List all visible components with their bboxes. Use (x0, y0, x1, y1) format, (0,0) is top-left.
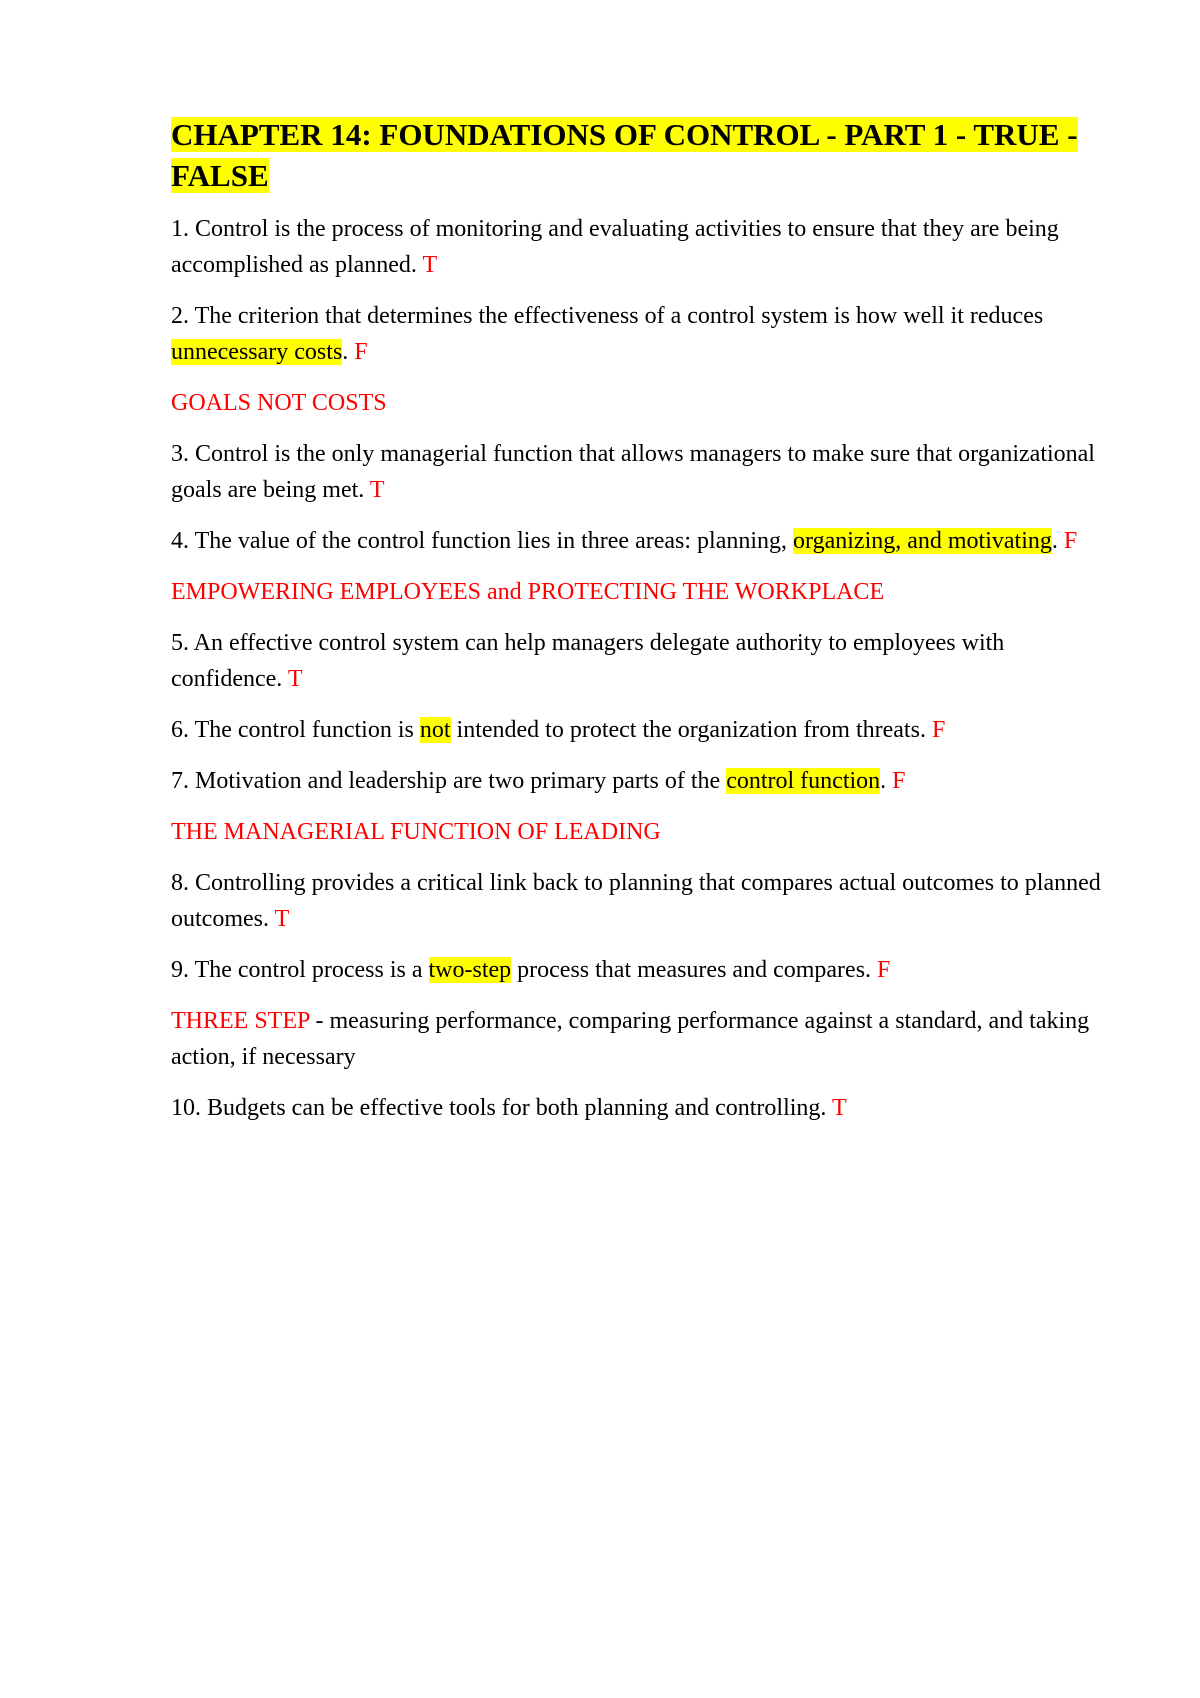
question-text: 7. Motivation and leadership are two primary parts of the (171, 768, 727, 794)
title-highlight: CHAPTER 14: FOUNDATIONS OF CONTROL - PART 1 - TRUE - FALSE (171, 117, 1078, 193)
question-text: 4. The value of the control function lies in three areas: planning, (171, 528, 794, 554)
question-2 (171, 298, 1101, 370)
question-4 (171, 523, 1101, 559)
answer-label: T (831, 1095, 847, 1121)
question-1 (171, 211, 1101, 283)
highlighted-term: organizing, and motivating (793, 528, 1052, 554)
correction-2: GOALS NOT COSTS (171, 390, 387, 416)
question-text-end: . (1051, 528, 1058, 554)
question-text: 1. Control is the process of monitoring and evaluating activities to ensure that they are being accomplished as planned. (171, 216, 1059, 278)
question-9 (171, 952, 1101, 988)
answer-label: F (931, 717, 946, 743)
answer-label: T (422, 252, 438, 278)
question-7 (171, 763, 1101, 799)
correction-7: THE MANAGERIAL FUNCTION OF LEADING (171, 819, 661, 845)
question-text-end: process that measures and compares. (511, 957, 872, 983)
document-page (171, 114, 1101, 1141)
question-text: 10. Budgets can be effective tools for both planning and controlling. (171, 1095, 827, 1121)
correction-4: EMPOWERING EMPLOYEES and PROTECTING THE WORKPLACE (171, 579, 885, 605)
question-text-end: intended to protect the organization from threats. (450, 717, 926, 743)
highlighted-term: unnecessary costs (171, 339, 343, 365)
answer-label: T (274, 906, 290, 932)
answer-label: F (354, 339, 368, 365)
page-title (171, 114, 1101, 196)
question-10 (171, 1090, 1101, 1126)
question-text: 5. An effective control system can help managers delegate authority to employees with confidence. (171, 630, 1005, 692)
question-text: 9. The control process is a (171, 957, 429, 983)
answer-label: F (892, 768, 906, 794)
highlighted-term: two-step (428, 957, 512, 983)
question-6 (171, 712, 1101, 748)
answer-label: F (877, 957, 891, 983)
correction-heading: THREE STEP (171, 1008, 310, 1034)
question-text: 8. Controlling provides a critical link back to planning that compares actual outcomes to planned outcomes. (171, 870, 1101, 932)
correction-explanation: - measuring performance, comparing performance against a standard, and taking action, if necessary (171, 1008, 1090, 1070)
question-3 (171, 436, 1101, 508)
question-5 (171, 625, 1101, 697)
question-text: 3. Control is the only managerial function that allows managers to make sure that organizational goals are being met. (171, 441, 1095, 503)
highlighted-term: control function (726, 768, 881, 794)
answer-label: T (287, 666, 303, 692)
question-text: 2. The criterion that determines the effectiveness of a control system is how well it reduces (171, 303, 1044, 329)
question-text: 6. The control function is (171, 717, 420, 743)
question-text-end: . (880, 768, 887, 794)
correction-9 (171, 1003, 1101, 1075)
highlighted-term: not (419, 717, 451, 743)
answer-label: T (369, 477, 385, 503)
answer-label: F (1063, 528, 1078, 554)
question-8 (171, 865, 1101, 937)
question-text-end: . (342, 339, 349, 365)
